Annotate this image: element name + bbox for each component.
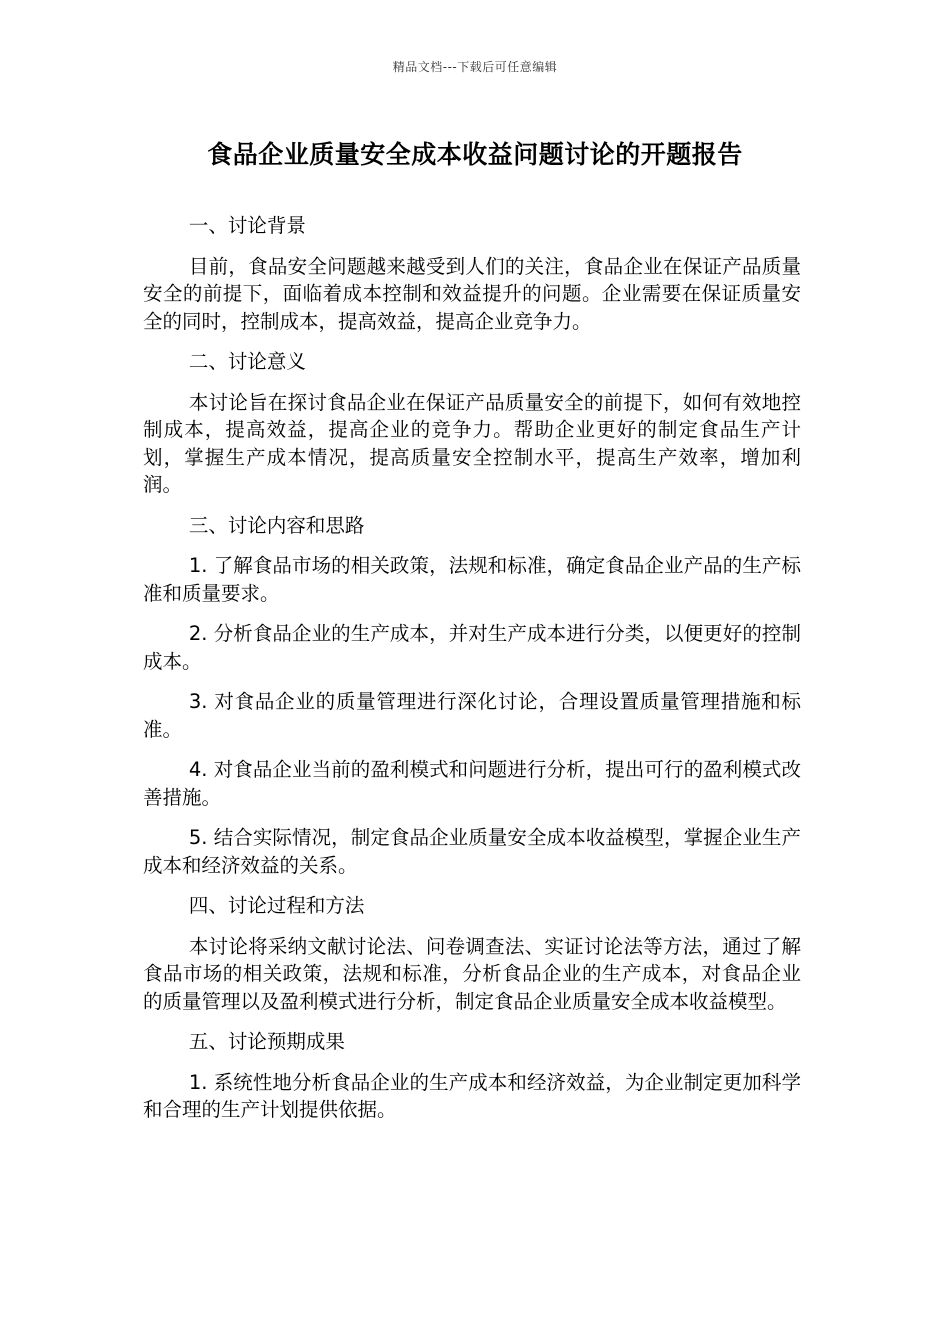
list-item: 2. 分析食品企业的生产成本，并对生产成本进行分类，以便更好的控制成本。 [143, 622, 801, 673]
section-heading: 二、讨论意义 [188, 350, 306, 373]
paragraph: 目前，食品安全问题越来越受到人们的关注，食品企业在保证产品质量安全的前提下，面临着成本控制和效益提升的问题。企业需要在保证质量安全的同时，控制成本，提高效益，提高企业竞争力。 [143, 254, 801, 333]
header-note: 精品文档---下载后可任意编辑 [392, 60, 558, 74]
section-heading: 四、讨论过程和方法 [188, 894, 365, 917]
document-title: 食品企业质量安全成本收益问题讨论的开题报告 [207, 140, 743, 169]
list-item: 3. 对食品企业的质量管理进行深化讨论，合理设置质量管理措施和标准。 [143, 690, 801, 741]
list-item: 1. 系统性地分析食品企业的生产成本和经济效益，为企业制定更加科学和合理的生产计划提供依据。 [143, 1070, 801, 1121]
section-content-and-approach [143, 512, 801, 880]
section-heading: 五、讨论预期成果 [188, 1030, 345, 1053]
list-item: 5. 结合实际情况，制定食品企业质量安全成本收益模型，掌握企业生产成本和经济效益的关系。 [143, 826, 801, 877]
list-item: 4. 对食品企业当前的盈利模式和问题进行分析，提出可行的盈利模式改善措施。 [143, 758, 801, 809]
section-significance [143, 348, 801, 499]
section-heading: 三、讨论内容和思路 [188, 513, 365, 537]
list-item: 1. 了解食品市场的相关政策，法规和标准，确定食品企业产品的生产标准和质量要求。 [143, 554, 801, 605]
section-process-and-methods [143, 892, 801, 1015]
section-background [143, 212, 801, 335]
section-heading: 一、讨论背景 [188, 214, 306, 237]
paragraph: 本讨论旨在探讨食品企业在保证产品质量安全的前提下，如何有效地控制成本，提高效益，提高企业的竞争力。帮助企业更好的制定食品生产计划，掌握生产成本情况，提高质量安全控制水平，提高生产效率，增加利润。 [143, 390, 801, 496]
section-expected-results [143, 1028, 801, 1124]
paragraph: 本讨论将采纳文献讨论法、问卷调查法、实证讨论法等方法，通过了解食品市场的相关政策，法规和标准，分析食品企业的生产成本，对食品企业的质量管理以及盈利模式进行分析，制定食品企业质量安全成本收益模型。 [143, 934, 801, 1013]
document-body [143, 212, 801, 1137]
